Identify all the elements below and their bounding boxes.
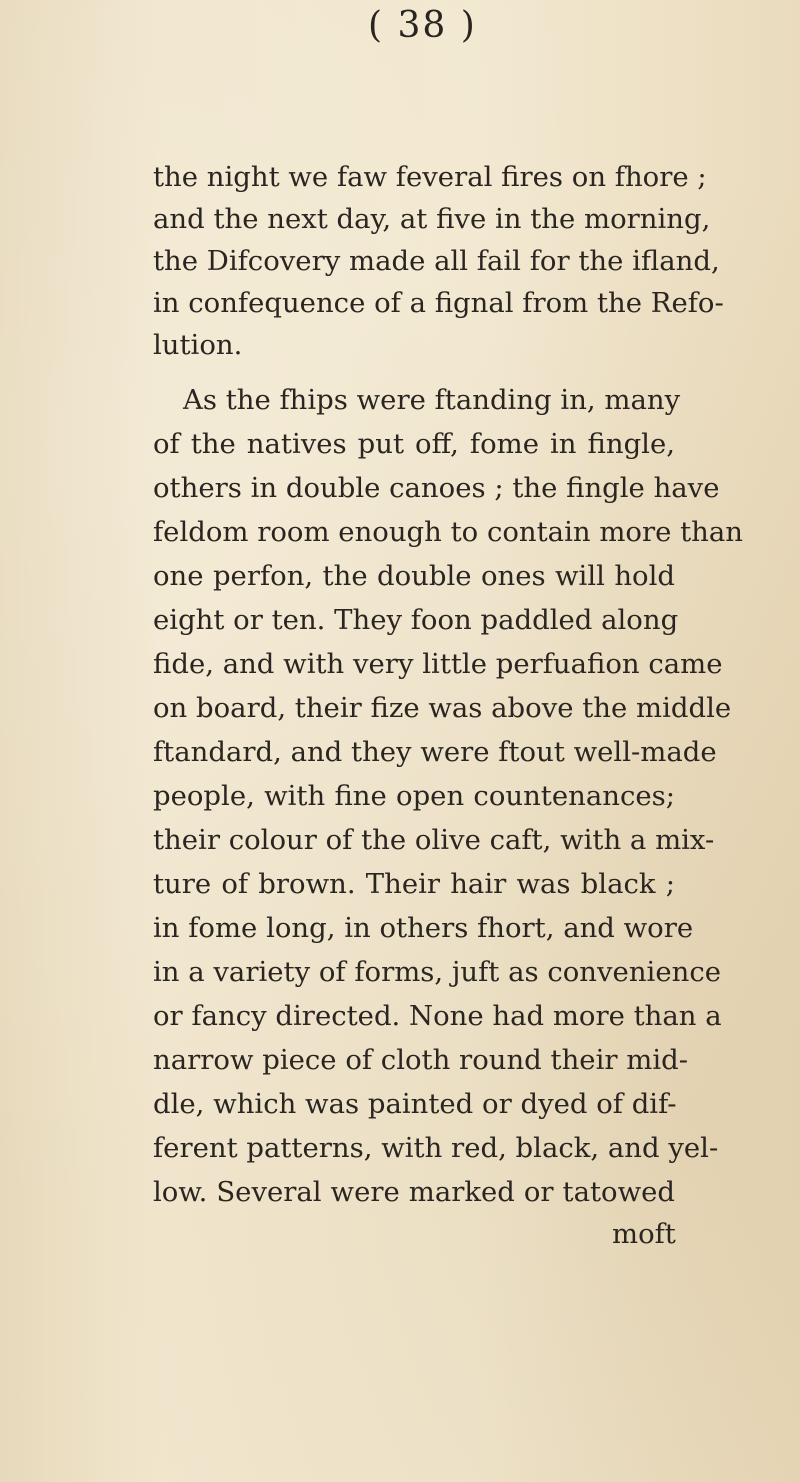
text-line: feldom room enough to contain more than	[153, 516, 743, 548]
text-line: the night we faw feveral fires on fhore ;	[153, 161, 707, 193]
text-line: dle, which was painted or dyed of dif-	[153, 1088, 677, 1120]
text-line: ture of brown. Their hair was black ;	[153, 868, 675, 900]
text-line: low. Several were marked or tatowed	[153, 1176, 675, 1208]
text-line: others in double canoes ; the fingle have	[153, 472, 720, 504]
text-line: the Difcovery made all fail for the ifland,	[153, 245, 720, 277]
text-line: lution.	[153, 329, 243, 361]
text-line: and the next day, at five in the morning,	[153, 203, 711, 235]
text-line: or fancy directed. None had more than a	[153, 1000, 722, 1032]
text-line: eight or ten. They foon paddled along	[153, 604, 679, 636]
text-line: in a variety of forms, juft as convenience	[153, 956, 721, 988]
text-line: As the fhips were ftanding in, many	[183, 384, 681, 416]
text-line: ftandard, and they were ftout well-made	[153, 736, 717, 768]
text-line: ferent patterns, with red, black, and yel-	[153, 1132, 719, 1164]
page-number: ( 38 )	[368, 5, 477, 46]
text-line: narrow piece of cloth round their mid-	[153, 1044, 689, 1076]
text-line: in fome long, in others fhort, and wore	[153, 912, 694, 944]
text-line: their colour of the olive caft, with a mix-	[153, 824, 715, 856]
catchword: moft	[612, 1218, 676, 1250]
text-line: in confequence of a fignal from the Refo-	[153, 287, 724, 319]
text-line: people, with fine open countenances;	[153, 780, 675, 812]
text-line: one perfon, the double ones will hold	[153, 560, 675, 592]
text-line: of the natives put off, fome in fingle,	[153, 428, 675, 460]
text-line: fide, and with very little perfuafion came	[153, 648, 723, 680]
text-line: on board, their fize was above the middle	[153, 692, 732, 724]
